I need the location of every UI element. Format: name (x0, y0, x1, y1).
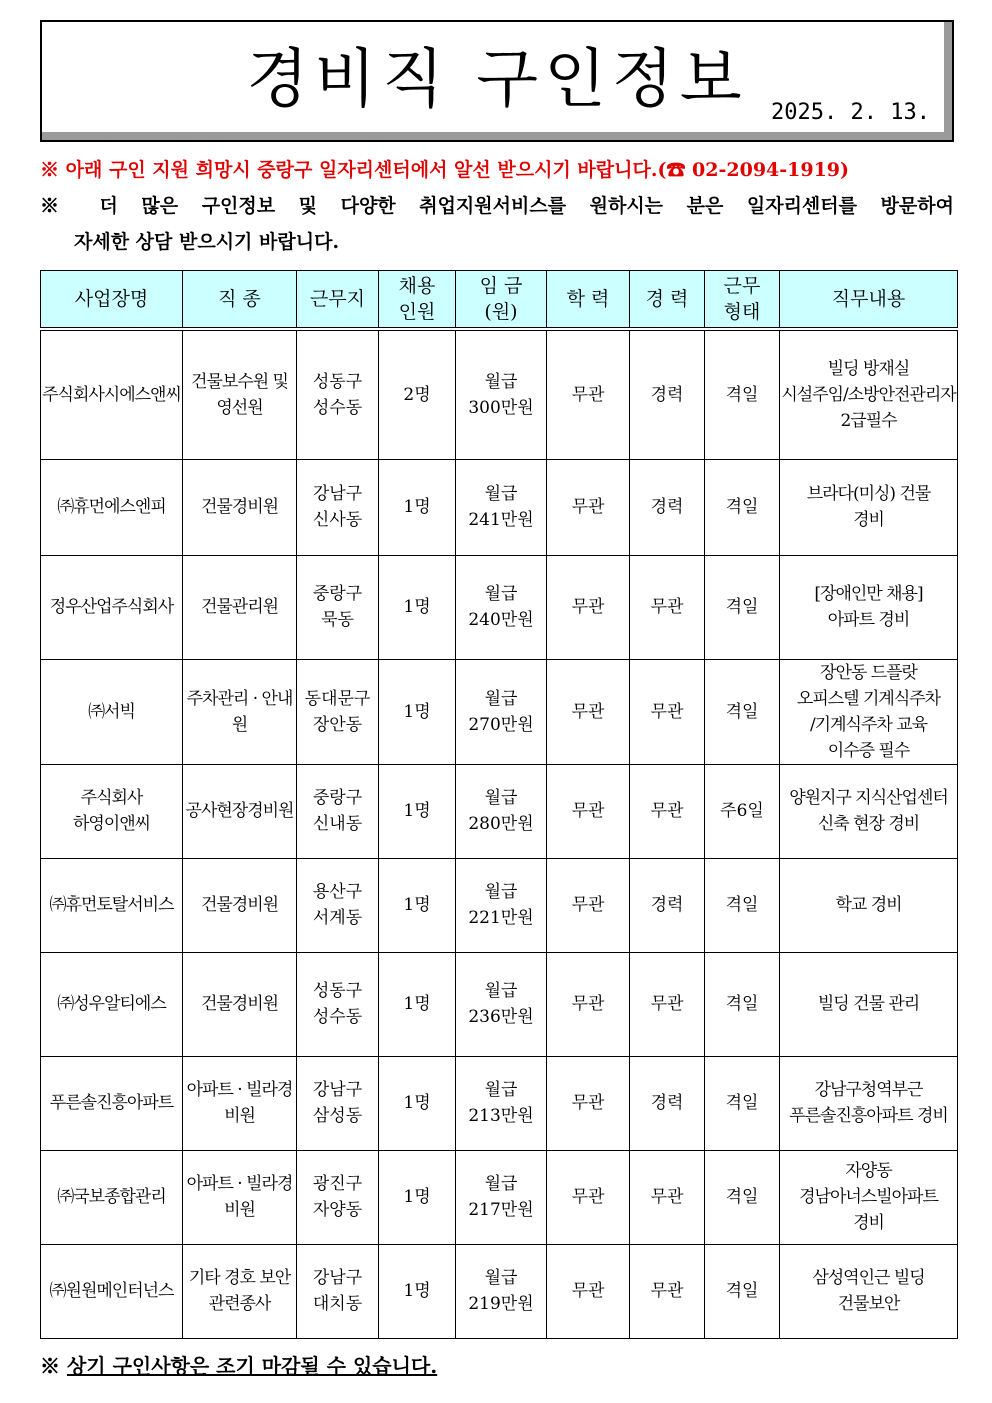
cell-schedule: 격일 (705, 1056, 780, 1150)
table-row (41, 659, 958, 764)
experience-header: 경 력 (630, 271, 705, 330)
cell-job: 아파트 · 빌라경비원 (183, 1056, 297, 1150)
table-body (41, 329, 958, 1338)
job-header: 직 종 (183, 271, 297, 330)
notice-text-2: 더 많은 구인정보 및 다양한 취업지원서비스를 원하시는 분은 일자리센터를 방문하여 (99, 195, 954, 217)
cell-company: ㈜국보종합관리 (41, 1150, 183, 1244)
cell-job: 기타 경호 보안관련종사 (183, 1244, 297, 1338)
title-shadow-bottom (42, 132, 952, 140)
location-header: 근무지 (297, 271, 379, 330)
cell-duty: 자양동 경남아너스빌아파트 경비 (780, 1150, 958, 1244)
cell-experience: 경력 (630, 459, 705, 555)
cell-wage: 월급 300만원 (456, 329, 547, 459)
count-header: 채용 인원 (379, 271, 456, 330)
cell-wage: 월급 280만원 (456, 764, 547, 858)
cell-location: 광진구 자양동 (297, 1150, 379, 1244)
cell-experience: 무관 (630, 764, 705, 858)
job-listing-table (40, 270, 958, 1339)
cell-schedule: 격일 (705, 858, 780, 952)
cell-count: 1명 (379, 459, 456, 555)
cell-count: 1명 (379, 858, 456, 952)
table-row (41, 858, 958, 952)
cell-count: 2명 (379, 329, 456, 459)
posting-date: 2025. 2. 13. (771, 100, 930, 125)
cell-experience: 무관 (630, 1150, 705, 1244)
cell-count: 1명 (379, 659, 456, 764)
notice-mark: ※ (40, 195, 76, 217)
cell-location: 성동구 성수동 (297, 952, 379, 1056)
cell-education: 무관 (547, 858, 630, 952)
title-box (40, 20, 954, 142)
table-row (41, 459, 958, 555)
cell-duty: 양원지구 지식산업센터 신축 현장 경비 (780, 764, 958, 858)
footer-text: 상기 구인사항은 조기 마감될 수 있습니다. (66, 1354, 438, 1378)
cell-location: 용산구 서계동 (297, 858, 379, 952)
cell-duty: 학교 경비 (780, 858, 958, 952)
cell-schedule: 격일 (705, 459, 780, 555)
cell-education: 무관 (547, 1056, 630, 1150)
duty-header: 직무내용 (780, 271, 958, 330)
cell-job: 건물경비원 (183, 858, 297, 952)
cell-job: 건물경비원 (183, 952, 297, 1056)
cell-company: ㈜서빅 (41, 659, 183, 764)
notice-line-1 (40, 154, 954, 186)
cell-experience: 경력 (630, 1056, 705, 1150)
cell-company: 푸른솔진흥아파트 (41, 1056, 183, 1150)
cell-location: 중랑구 신내동 (297, 764, 379, 858)
cell-company: 주식회사시에스앤씨 (41, 329, 183, 459)
cell-experience: 무관 (630, 555, 705, 659)
table-row (41, 555, 958, 659)
notice-text-1: 아래 구인 지원 희망시 중랑구 일자리센터에서 알선 받으시기 바랍니다. (65, 159, 658, 181)
schedule-header: 근무 형태 (705, 271, 780, 330)
cell-wage: 월급 213만원 (456, 1056, 547, 1150)
cell-wage: 월급 219만원 (456, 1244, 547, 1338)
footer-notice (40, 1350, 437, 1379)
table-row (41, 329, 958, 459)
table-row (41, 1244, 958, 1338)
cell-job: 건물경비원 (183, 459, 297, 555)
table-row (41, 952, 958, 1056)
cell-company: ㈜휴먼토탈서비스 (41, 858, 183, 952)
cell-education: 무관 (547, 555, 630, 659)
cell-wage: 월급 241만원 (456, 459, 547, 555)
table-row (41, 1056, 958, 1150)
cell-duty: 강남구청역부근 푸른솔진흥아파트 경비 (780, 1056, 958, 1150)
cell-count: 1명 (379, 1150, 456, 1244)
cell-education: 무관 (547, 952, 630, 1056)
cell-schedule: 격일 (705, 329, 780, 459)
cell-count: 1명 (379, 764, 456, 858)
cell-job: 공사현장경비원 (183, 764, 297, 858)
phone-number: (☎ 02-2094-1919) (657, 159, 850, 181)
table-row (41, 1150, 958, 1244)
cell-job: 건물관리원 (183, 555, 297, 659)
cell-education: 무관 (547, 1244, 630, 1338)
cell-count: 1명 (379, 555, 456, 659)
cell-education: 무관 (547, 459, 630, 555)
table-header-row (41, 271, 958, 330)
cell-wage: 월급 240만원 (456, 555, 547, 659)
cell-schedule: 격일 (705, 1150, 780, 1244)
cell-duty: 삼성역인근 빌딩 건물보안 (780, 1244, 958, 1338)
notice-mark: ※ (40, 159, 60, 181)
cell-schedule: 격일 (705, 952, 780, 1056)
cell-company: ㈜원원메인터넌스 (41, 1244, 183, 1338)
cell-wage: 월급 236만원 (456, 952, 547, 1056)
cell-experience: 무관 (630, 1244, 705, 1338)
cell-job: 건물보수원 및 영선원 (183, 329, 297, 459)
cell-location: 강남구 대치동 (297, 1244, 379, 1338)
education-header: 학 력 (547, 271, 630, 330)
cell-experience: 무관 (630, 952, 705, 1056)
cell-location: 성동구 성수동 (297, 329, 379, 459)
cell-company: ㈜성우알티에스 (41, 952, 183, 1056)
company-header: 사업장명 (41, 271, 183, 330)
cell-duty: 빌딩 건물 관리 (780, 952, 958, 1056)
cell-duty: 빌딩 방재실 시설주임/소방안전관리자2급필수 (780, 329, 958, 459)
cell-schedule: 격일 (705, 1244, 780, 1338)
cell-count: 1명 (379, 952, 456, 1056)
cell-company: 정우산업주식회사 (41, 555, 183, 659)
cell-duty: [장애인만 채용] 아파트 경비 (780, 555, 958, 659)
notice-line-3: 자세한 상담 받으시기 바랍니다. (74, 231, 340, 253)
cell-location: 동대문구 장안동 (297, 659, 379, 764)
notice-line-2 (40, 190, 954, 222)
cell-job: 주차관리 · 안내원 (183, 659, 297, 764)
cell-location: 중랑구 묵동 (297, 555, 379, 659)
cell-education: 무관 (547, 659, 630, 764)
cell-count: 1명 (379, 1056, 456, 1150)
cell-count: 1명 (379, 1244, 456, 1338)
cell-location: 강남구 신사동 (297, 459, 379, 555)
cell-experience: 무관 (630, 659, 705, 764)
cell-company: ㈜휴먼에스엔피 (41, 459, 183, 555)
wage-header: 임 금 (원) (456, 271, 547, 330)
cell-wage: 월급 217만원 (456, 1150, 547, 1244)
cell-duty: 브라다(미싱) 건물 경비 (780, 459, 958, 555)
page-title: 경비직 구인정보 (246, 43, 748, 117)
cell-schedule: 격일 (705, 659, 780, 764)
cell-schedule: 격일 (705, 555, 780, 659)
cell-wage: 월급 221만원 (456, 858, 547, 952)
footer-mark: ※ (40, 1354, 60, 1378)
cell-wage: 월급 270만원 (456, 659, 547, 764)
table-row (41, 764, 958, 858)
cell-job: 아파트 · 빌라경비원 (183, 1150, 297, 1244)
cell-experience: 경력 (630, 858, 705, 952)
cell-education: 무관 (547, 329, 630, 459)
cell-education: 무관 (547, 764, 630, 858)
cell-experience: 경력 (630, 329, 705, 459)
cell-schedule: 주6일 (705, 764, 780, 858)
cell-duty: 장안동 드플랏 오피스텔 기계식주차 /기계식주차 교육 이수증 필수 (780, 659, 958, 764)
cell-company: 주식회사 하영이앤씨 (41, 764, 183, 858)
cell-location: 강남구 삼성동 (297, 1056, 379, 1150)
cell-education: 무관 (547, 1150, 630, 1244)
